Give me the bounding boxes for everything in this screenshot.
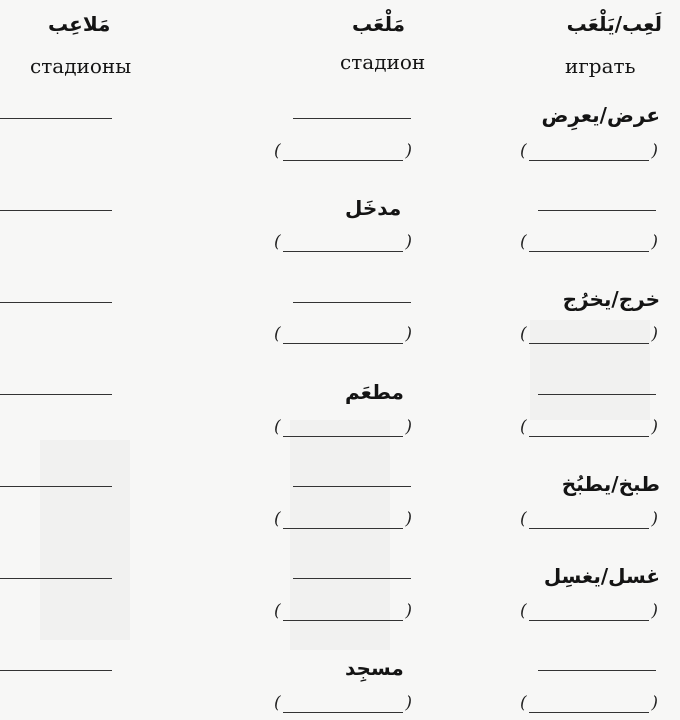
plural-blank (0, 486, 112, 487)
verb-blank (538, 394, 656, 395)
row-label-7: مسجِد (345, 656, 404, 680)
open-paren: ( (520, 141, 527, 161)
close-paren: ) (651, 693, 658, 713)
header-verb: لَعِب/يَلْعَب (566, 12, 662, 36)
place-paren-blank (274, 417, 412, 440)
open-paren: ( (274, 417, 281, 437)
close-paren: ) (405, 693, 412, 713)
close-paren: ) (405, 601, 412, 621)
plural-blank (0, 210, 112, 211)
translation-place: стадион (340, 50, 426, 74)
open-paren: ( (520, 417, 527, 437)
verb-paren-blank (520, 601, 658, 624)
plural-blank (0, 670, 112, 671)
verb-paren-blank (520, 509, 658, 532)
verb-paren-blank (520, 324, 658, 347)
plural-blank (0, 118, 112, 119)
place-blank (293, 118, 411, 119)
verb-paren-blank (520, 417, 658, 440)
place-paren-blank (274, 141, 412, 164)
verb-paren-blank (520, 141, 658, 164)
open-paren: ( (274, 601, 281, 621)
close-paren: ) (405, 324, 412, 344)
row-label-5: طبخ/يطبُخ (561, 472, 660, 496)
close-paren: ) (651, 417, 658, 437)
close-paren: ) (651, 324, 658, 344)
close-paren: ) (405, 417, 412, 437)
verb-paren-blank (520, 693, 658, 716)
open-paren: ( (274, 232, 281, 252)
translation-verb: играть (565, 54, 636, 78)
place-paren-blank (274, 509, 412, 532)
open-paren: ( (520, 232, 527, 252)
open-paren: ( (274, 693, 281, 713)
place-blank (293, 486, 411, 487)
place-blank (293, 578, 411, 579)
close-paren: ) (651, 509, 658, 529)
row-label-4: مطعَم (345, 380, 404, 404)
translation-plural: стадионы (30, 54, 132, 78)
plural-blank (0, 394, 112, 395)
place-paren-blank (274, 324, 412, 347)
close-paren: ) (405, 509, 412, 529)
row-label-1: عرض/يعرِض (541, 103, 660, 127)
open-paren: ( (520, 693, 527, 713)
plural-blank (0, 578, 112, 579)
place-paren-blank (274, 232, 412, 255)
verb-blank (538, 210, 656, 211)
place-paren-blank (274, 693, 412, 716)
close-paren: ) (405, 232, 412, 252)
header-place: مَلْعَب (352, 12, 406, 36)
verb-blank (538, 670, 656, 671)
verb-paren-blank (520, 232, 658, 255)
row-label-2: مدخَل (345, 196, 402, 220)
close-paren: ) (405, 141, 412, 161)
close-paren: ) (651, 232, 658, 252)
place-paren-blank (274, 601, 412, 624)
open-paren: ( (274, 324, 281, 344)
plural-blank (0, 302, 112, 303)
open-paren: ( (520, 601, 527, 621)
open-paren: ( (520, 324, 527, 344)
open-paren: ( (274, 141, 281, 161)
place-blank (293, 302, 411, 303)
row-label-3: خرج/يخرُج (562, 287, 660, 311)
open-paren: ( (520, 509, 527, 529)
row-label-6: غسل/يغسِل (543, 564, 660, 588)
header-plural: مَلاعِب (48, 12, 111, 36)
close-paren: ) (651, 601, 658, 621)
open-paren: ( (274, 509, 281, 529)
close-paren: ) (651, 141, 658, 161)
